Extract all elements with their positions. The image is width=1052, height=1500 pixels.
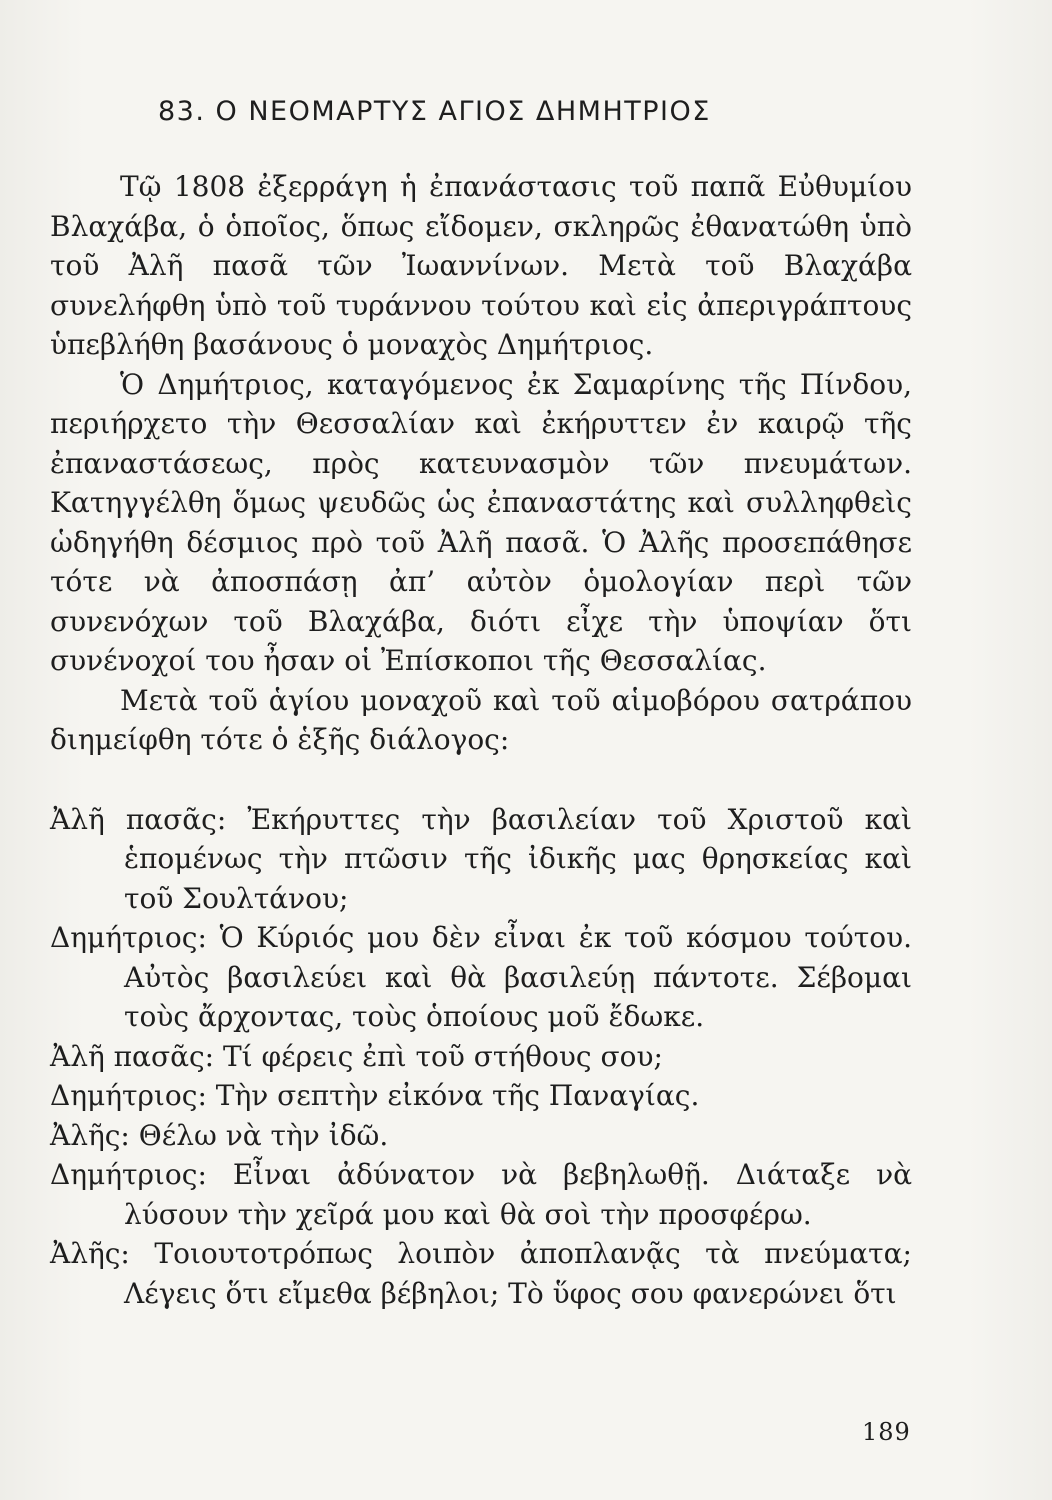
paragraph-3: Μετὰ τοῦ ἁγίου μοναχοῦ καὶ τοῦ αἱμοβόρου σατράπου διημείφθη τότε ὁ ἑξῆς διάλογος: [50, 683, 912, 756]
dialogue-turn [50, 1155, 912, 1234]
dialogue-turn [50, 1116, 912, 1156]
speaker-label: Ἀλῆς: [50, 1118, 130, 1152]
speaker-label: Ἀλῆ πασᾶς: [50, 802, 227, 836]
speaker-label: Ἀλῆ πασᾶς: [50, 1039, 215, 1073]
dialogue [50, 800, 912, 1314]
page-number: 189 [862, 1418, 911, 1446]
speaker-label: Δημήτριος: [50, 1158, 207, 1191]
dialogue-turn [50, 1076, 912, 1116]
chapter-heading: 83. Ο ΝΕΟΜΑΡΤΥΣ ΑΓΙΟΣ ΔΗΜΗΤΡΙΟΣ [158, 96, 711, 127]
dialogue-text: Εἶναι ἀδύνατον νὰ βεβηλωθῇ. Διάταξε νὰ λύσουν τὴν χεῖρά μου καὶ θὰ σοὶ τὴν προσφέρω. [124, 1158, 912, 1231]
dialogue-turn [50, 918, 912, 1037]
speaker-label: Ἀλῆς: [50, 1237, 130, 1270]
paragraph-2: Ὁ Δημήτριος, καταγόμενος ἐκ Σαμαρίνης τῆς Πίνδου, περιήρχετο τὴν Θεσσαλίαν καὶ ἐκήρυττεν ἐν καιρῷ τῆς ἐπαναστάσεως, πρὸς κατευνασμὸν τῶν πνευμάτων. Κατηγγέλθη ὅμως ψευδῶς ὡς ἐπαναστάτης καὶ συλληφθεὶς ὡδηγήθη δέσμιος πρὸ τοῦ Ἀλῆ πασᾶ. Ὁ Ἀλῆς προσεπάθησε τότε νὰ ἀποσπάσῃ ἀπ’ αὐτὸν ὁμολογίαν περὶ τῶν συνενόχων τοῦ Βλαχάβα, διότι εἶχε τὴν ὑποψίαν ὅτι συνένοχοί του ἦσαν οἱ Ἐπίσκοποι τῆς Θεσσαλίας. [50, 367, 912, 677]
dialogue-turn [50, 1234, 912, 1313]
speaker-label: Δημήτριος: [50, 1079, 207, 1112]
dialogue-turn [50, 1037, 912, 1077]
dialogue-text: Θέλω νὰ τὴν ἰδῶ. [138, 1118, 389, 1152]
speaker-label: Δημήτριος: [50, 921, 207, 954]
dialogue-text: Τὴν σεπτὴν εἰκόνα τῆς Παναγίας. [215, 1079, 700, 1112]
dialogue-turn [50, 800, 912, 919]
dialogue-text: Ἐκήρυττες τὴν βασιλείαν τοῦ Χριστοῦ καὶ ἑπομένως τὴν πτῶσιν τῆς ἰδικῆς μας θρησκείας καὶ τοῦ Σουλτάνου; [124, 802, 912, 915]
dialogue-text: Ὁ Κύριός μου δὲν εἶναι ἐκ τοῦ κόσμου τούτου. Αὐτὸς βασιλεύει καὶ θὰ βασιλεύῃ πάντοτε. Σέβομαι τοὺς ἄρχοντας, τοὺς ὁποίους μοῦ ἔδωκε. [124, 921, 912, 1033]
paragraph-1: Τῷ 1808 ἐξερράγη ἡ ἐπανάστασις τοῦ παπᾶ Εὐθυμίου Βλαχάβα, ὁ ὁποῖος, ὅπως εἴδομεν, σκληρῶς ἐθανατώθη ὑπὸ τοῦ Ἀλῆ πασᾶ τῶν Ἰωαννίνων. Μετὰ τοῦ Βλαχάβα συνελήφθη ὑπὸ τοῦ τυράννου τούτου καὶ εἰς ἀπεριγράπτους ὑπεβλήθη βασάνους ὁ μοναχὸς Δημήτριος. [50, 170, 912, 361]
dialogue-text: Τοιουτοτρόπως λοιπὸν ἀποπλανᾷς τὰ πνεύματα; Λέγεις ὅτι εἴμεθα βέβηλοι; Τὸ ὕφος σου φανερώνει ὅτι [124, 1237, 912, 1310]
dialogue-text: Τί φέρεις ἐπὶ τοῦ στήθους σου; [223, 1039, 663, 1073]
